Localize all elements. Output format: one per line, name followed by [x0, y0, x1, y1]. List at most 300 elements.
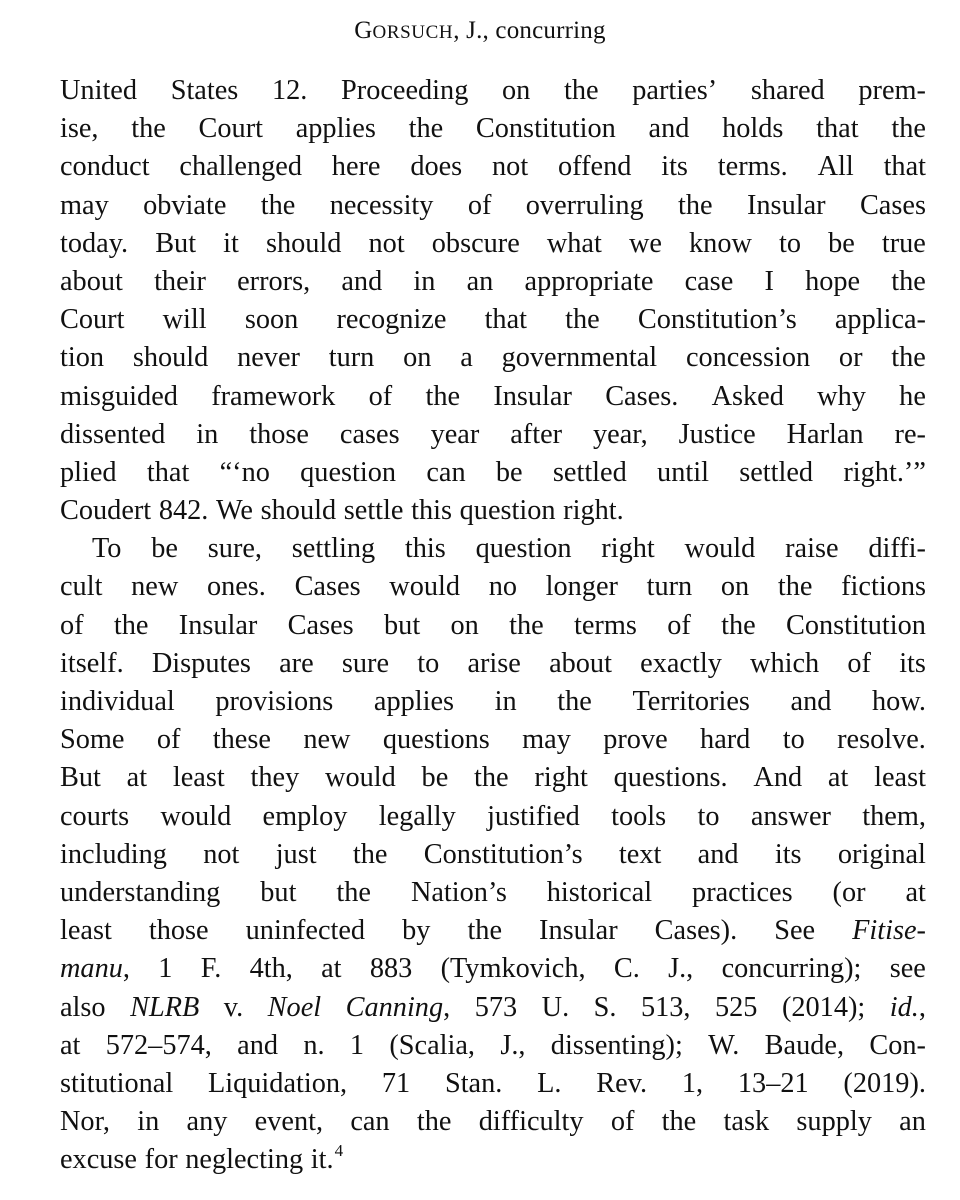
word: Court [198, 113, 263, 145]
word: in [494, 686, 517, 717]
word: employ [262, 800, 348, 832]
word: shared [750, 75, 825, 106]
word: v. [223, 991, 244, 1023]
word: sure [341, 647, 390, 679]
word: stitutional [60, 1067, 174, 1099]
word: cult [60, 571, 103, 603]
word: in [413, 265, 436, 297]
text-line [60, 110, 926, 148]
word: including [60, 838, 167, 870]
word: question [300, 456, 397, 488]
word: the [891, 342, 926, 374]
word: n. [303, 1029, 325, 1061]
word: W. [708, 1029, 740, 1061]
word: Harlan [786, 418, 864, 450]
word: Fitise- [852, 915, 926, 947]
text-line [60, 454, 926, 492]
word: U. [541, 991, 570, 1023]
word: about [60, 265, 123, 297]
word: Baude, [764, 1029, 845, 1061]
word: the [352, 838, 388, 870]
word: appropriate [524, 265, 654, 297]
word: difficulty [478, 1106, 584, 1138]
word: (2014); [781, 991, 866, 1023]
word: event, [254, 1106, 324, 1138]
word: to [697, 800, 720, 832]
word: courts [60, 800, 130, 832]
word: this [404, 533, 446, 565]
word: But [60, 762, 101, 794]
word: Constitution’s [637, 304, 797, 336]
word: exactly [640, 647, 722, 679]
header-role: , J., concurring [453, 17, 606, 44]
word: Stan. [444, 1067, 503, 1099]
word: the [113, 609, 149, 641]
word: of [60, 609, 84, 641]
word: questions. [613, 762, 728, 794]
word: But [155, 227, 197, 259]
word: turn [646, 571, 693, 603]
word: 4th, [249, 953, 293, 985]
word: cases [339, 418, 400, 450]
word: provisions [215, 686, 334, 717]
word: framework [211, 380, 336, 412]
word: it.$^4$ [310, 1140, 344, 1176]
word: 572–574, [105, 1029, 212, 1061]
word: year [430, 418, 480, 450]
word: Coudert [60, 495, 152, 527]
text-line [60, 492, 926, 530]
word: ones. [206, 571, 266, 603]
word: Insular [178, 609, 258, 641]
word: dissented [60, 418, 166, 450]
word: not [203, 838, 240, 870]
word: diffi- [868, 533, 926, 565]
word: (Tymkovich, [440, 953, 586, 985]
word: Liquidation, [207, 1067, 348, 1099]
word: J., [668, 953, 694, 985]
word: neglecting [185, 1144, 304, 1176]
text-line [60, 339, 926, 377]
text-line [60, 1027, 926, 1065]
word: their [154, 265, 206, 297]
text-line [60, 225, 926, 263]
word: offend [558, 151, 632, 183]
word: settled [552, 456, 627, 488]
word: parties’ [632, 75, 718, 106]
word: on [450, 609, 479, 641]
word: and [341, 265, 383, 297]
word: Cases [859, 189, 926, 221]
word: those [148, 915, 209, 947]
word: arise [467, 647, 521, 679]
word: to [782, 724, 805, 756]
word: about [549, 647, 612, 679]
word: them, [862, 800, 926, 832]
word: Some [60, 724, 125, 756]
text-line [60, 416, 926, 454]
word: plied [60, 456, 117, 488]
word: understanding [60, 876, 221, 908]
running-header [0, 16, 960, 48]
word: Constitution [785, 609, 926, 641]
word: 842. [158, 495, 209, 527]
word: Insular [746, 189, 826, 221]
word: a [460, 342, 473, 374]
word: and [648, 113, 690, 145]
word: of [667, 609, 691, 641]
word: historical [546, 876, 653, 908]
word: the [891, 265, 926, 297]
word: practices [692, 876, 793, 908]
text-line [60, 148, 926, 186]
word: should [265, 227, 342, 259]
word: overruling [525, 189, 644, 221]
word: but [384, 609, 421, 641]
word: raise [785, 533, 839, 565]
word: on [720, 571, 750, 603]
word: Asked [711, 380, 784, 412]
word: at [905, 876, 926, 908]
word: Insular [493, 380, 572, 412]
word: I [764, 265, 774, 297]
word: Cases). [654, 915, 738, 947]
text-line [60, 530, 926, 568]
word: any [186, 1106, 228, 1138]
word: case [684, 265, 734, 297]
word: All [817, 151, 854, 183]
word: just [275, 838, 317, 870]
text-line [60, 1141, 926, 1179]
word: terms [574, 609, 637, 641]
word: its [774, 838, 802, 870]
text-line [60, 1065, 926, 1103]
word: the [416, 1106, 452, 1138]
word: at [126, 762, 148, 794]
word: least [874, 762, 926, 794]
word: it [223, 227, 239, 259]
word: United [60, 75, 138, 106]
word: answer [750, 800, 831, 832]
word: least [172, 762, 225, 794]
word: uninfected [245, 915, 366, 947]
footnote-marker: 4 [334, 1140, 344, 1160]
word: year, [593, 418, 648, 450]
text-line [60, 72, 926, 110]
word: that [883, 151, 926, 183]
word: on [502, 75, 531, 106]
word: today. [60, 227, 129, 259]
word: for [144, 1144, 178, 1176]
word: L. [537, 1067, 562, 1099]
word: (or [832, 876, 866, 908]
word: individual [60, 686, 175, 717]
word: settled [739, 456, 814, 488]
word: Justice [678, 418, 756, 450]
word: re- [894, 418, 926, 450]
word: by [402, 915, 431, 947]
text-line [60, 607, 926, 645]
word: never [237, 342, 300, 374]
word: misguided [60, 380, 178, 412]
word: right.’” [843, 456, 926, 488]
text-line [60, 721, 926, 759]
word: recognize [336, 304, 447, 336]
word: We [215, 495, 253, 527]
word: applies [373, 686, 455, 717]
word: 71 [381, 1067, 411, 1099]
word: in [137, 1106, 160, 1138]
word: will [162, 304, 207, 336]
word: the [131, 113, 166, 145]
word: see [889, 953, 926, 985]
word: 13–21 [737, 1067, 809, 1099]
header-author-initial: G [354, 17, 373, 44]
word: soon [244, 304, 299, 336]
word: to [417, 647, 440, 679]
word: be [495, 456, 523, 488]
word: governmental [501, 342, 658, 374]
word: the [565, 304, 600, 336]
word: question [459, 495, 556, 527]
word: of [156, 724, 181, 756]
word: right [601, 533, 655, 565]
word: no [488, 571, 517, 603]
word: 573 [474, 991, 518, 1023]
word: text [618, 838, 662, 870]
word: task [723, 1106, 770, 1138]
word: new [303, 724, 351, 756]
word: its [661, 151, 688, 183]
word: See [774, 915, 816, 947]
word: can [426, 456, 466, 488]
word: turn [328, 342, 375, 374]
word: an [466, 265, 494, 297]
word: prove [603, 724, 668, 756]
word: the [777, 571, 813, 603]
word: he [899, 380, 926, 412]
word: obscure [431, 227, 520, 259]
word: at [827, 762, 849, 794]
text-line [60, 950, 926, 988]
word: the [891, 113, 926, 145]
opinion-text [60, 72, 926, 1179]
word: conduct [60, 151, 150, 183]
word: questions [382, 724, 490, 756]
word: that [816, 113, 859, 145]
word: fictions [841, 571, 926, 603]
word: its [899, 647, 926, 679]
word: S. [593, 991, 617, 1023]
word: would [325, 762, 396, 794]
word: be [828, 227, 855, 259]
word: should [132, 342, 209, 374]
word: (Scalia, [389, 1029, 475, 1061]
word: manu, [60, 953, 130, 985]
word: settle [343, 495, 404, 527]
word: would [389, 571, 461, 603]
word: the [721, 609, 756, 641]
word: these [212, 724, 271, 756]
paragraph-1 [60, 72, 926, 530]
word: know [689, 227, 752, 259]
word: 1 [349, 1029, 365, 1061]
word: least [60, 915, 112, 947]
word: settling [291, 533, 376, 565]
word: of [368, 380, 393, 412]
word: id., [889, 991, 926, 1023]
word: the [661, 1106, 697, 1138]
word: Constitution [475, 113, 616, 145]
word: should [260, 495, 337, 527]
word: tools [611, 800, 667, 832]
word: longer [545, 571, 618, 603]
word: what [546, 227, 602, 259]
word: right [534, 762, 588, 794]
word: Cases [287, 609, 354, 641]
text-line [60, 187, 926, 225]
word: necessity [329, 189, 434, 221]
word: applica- [834, 304, 926, 336]
word: dissenting); [550, 1029, 683, 1061]
word: how. [872, 686, 926, 717]
word: resolve. [837, 724, 926, 756]
word: challenged [179, 151, 302, 183]
word: Noel [267, 991, 322, 1023]
text-line [60, 874, 926, 912]
word: does [410, 151, 463, 183]
word: And [753, 762, 803, 794]
word: the [425, 380, 461, 412]
word: true [881, 227, 926, 259]
word: after [510, 418, 563, 450]
word: new [131, 571, 179, 603]
word: Canning, [345, 991, 451, 1023]
word: terms. [717, 151, 788, 183]
word: prem- [858, 75, 926, 106]
text-line [60, 378, 926, 416]
word: and [697, 838, 739, 870]
word: applies [295, 113, 376, 145]
word: justified [487, 800, 580, 832]
word: not [368, 227, 405, 259]
text-line [60, 759, 926, 797]
word: 1, [681, 1067, 704, 1099]
word: Constitution’s [423, 838, 583, 870]
word: also [60, 991, 106, 1023]
word: be [151, 533, 178, 565]
text-line [60, 1103, 926, 1141]
word: or [838, 342, 863, 374]
word: the [474, 762, 509, 794]
word: are [279, 647, 314, 679]
word: here [331, 151, 381, 183]
word: holds [722, 113, 784, 145]
word: ise, [60, 113, 99, 145]
word: would [684, 533, 756, 565]
word: may [522, 724, 571, 756]
word: concurring); [721, 953, 862, 985]
word: right. [563, 495, 624, 527]
word: until [657, 456, 709, 488]
word: the [678, 189, 713, 221]
word: that [484, 304, 527, 336]
word: in [196, 418, 219, 450]
word: Nor, [60, 1106, 110, 1138]
word: sure, [207, 533, 262, 565]
word: the [467, 915, 503, 947]
word: Court [60, 304, 125, 336]
word: J., [500, 1029, 526, 1061]
word: and [790, 686, 832, 717]
word: at [60, 1029, 81, 1061]
word: To [92, 533, 122, 565]
word: an [899, 1106, 926, 1138]
word: tion [60, 342, 105, 374]
word: may [60, 189, 109, 221]
header-author-rest: ORSUCH [372, 22, 454, 43]
word: which [750, 647, 820, 679]
word: original [837, 838, 926, 870]
word: we [628, 227, 662, 259]
word: the [557, 686, 592, 717]
word: Rev. [596, 1067, 648, 1099]
word: but [260, 876, 297, 908]
word: NLRB [130, 991, 200, 1023]
word: Disputes [151, 647, 251, 679]
word: Territories [632, 686, 750, 717]
word: question [475, 533, 572, 565]
word: those [249, 418, 309, 450]
word: would [160, 800, 232, 832]
text-line [60, 263, 926, 301]
word: Proceeding [341, 75, 469, 106]
word: legally [378, 800, 456, 832]
word: concession [685, 342, 811, 374]
word: and [237, 1029, 279, 1061]
word: the [408, 113, 444, 145]
paragraph-2 [60, 530, 926, 1179]
word: to [778, 227, 801, 259]
word: hope [805, 265, 861, 297]
word: Insular [539, 915, 618, 947]
word: 1 [158, 953, 173, 985]
word: the [260, 189, 296, 221]
text-line [60, 798, 926, 836]
word: Cases [294, 571, 361, 603]
word: at [321, 953, 342, 985]
word: the [564, 75, 599, 106]
word: hard [700, 724, 751, 756]
text-line [60, 645, 926, 683]
word: not [492, 151, 529, 183]
text-line [60, 912, 926, 950]
word: of [467, 189, 492, 221]
word: Nation’s [410, 876, 507, 908]
word: on [403, 342, 432, 374]
text-line [60, 683, 926, 721]
word: “‘no [219, 456, 270, 488]
word: be [421, 762, 449, 794]
word: 525 [715, 991, 758, 1023]
word: Cases. [605, 380, 679, 412]
word: F. [200, 953, 222, 985]
text-line [60, 301, 926, 339]
word: of [847, 647, 871, 679]
word: itself. [60, 647, 124, 679]
word: the [509, 609, 544, 641]
word: that [146, 456, 190, 488]
